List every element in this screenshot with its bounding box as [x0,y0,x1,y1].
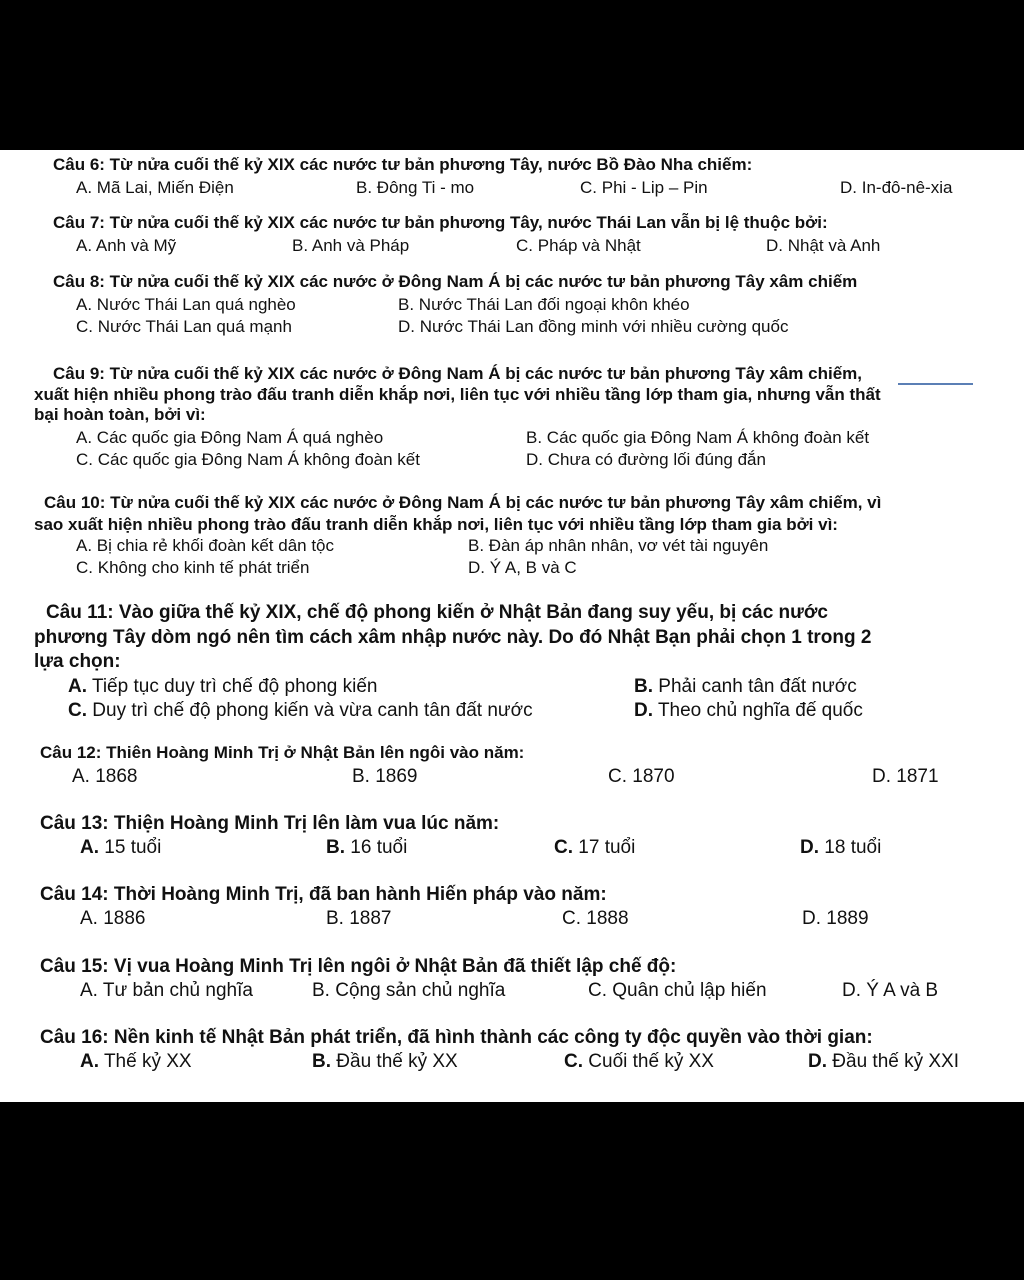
option-a: A. Mã Lai, Miến Điện [76,178,234,197]
option-b: B. 1887 [326,908,392,929]
option-a: A. Bị chia rẻ khối đoàn kết dân tộc [76,536,334,555]
option-c: C. Nước Thái Lan quá mạnh [76,317,292,336]
option-c: C. Cuối thế kỷ XX [564,1051,714,1072]
option-a: A. Thế kỷ XX [80,1051,192,1072]
option-a: A. Anh và Mỹ [76,236,177,255]
option-b: B. 16 tuổi [326,837,408,858]
option-d: D. In-đô-nê-xia [840,178,953,197]
option-b: B. Đàn áp nhân nhân, vơ vét tài nguyên [468,536,769,555]
option-b: B. Cộng sản chủ nghĩa [312,980,506,1001]
document-page [0,150,1024,1102]
option-b: B. 1869 [352,766,418,787]
option-c: C. Quân chủ lập hiến [588,980,767,1001]
option-b: B. Đầu thế kỷ XX [312,1051,458,1072]
option-a: A. Tư bản chủ nghĩa [80,980,253,1001]
option-d: D. Ý A và B [842,980,939,1001]
option-a: A. 1868 [72,766,138,787]
option-c: C. Phi - Lip – Pin [580,178,708,197]
option-a: A. 1886 [80,908,146,929]
option-d: D. Đầu thế kỷ XXI [808,1051,960,1072]
option-d: D. 1889 [802,908,869,929]
spellcheck-underline [898,383,973,385]
option-c: C. Duy trì chế độ phong kiến và vừa canh tân đất nước [68,700,533,721]
option-d: D. Nước Thái Lan đồng minh với nhiều cường quốc [398,317,789,336]
question-text: Câu 12: Thiên Hoàng Minh Trị ở Nhật Bản lên ngôi vào năm: [40,743,525,762]
question-text-line-3: bại hoàn toàn, bởi vì: [34,405,206,424]
option-c: C. 1870 [608,766,675,787]
option-c: C. Pháp và Nhật [516,236,641,255]
question-text: Câu 13: Thiện Hoàng Minh Trị lên làm vua lúc năm: [40,813,500,834]
option-a: A. Nước Thái Lan quá nghèo [76,295,296,314]
question-text: Câu 7: Từ nửa cuối thế kỷ XIX các nước tư bản phương Tây, nước Thái Lan vẫn bị lệ thuộc bởi: [53,213,828,232]
question-text-line-1: Câu 9: Từ nửa cuối thế kỷ XIX các nước ở Đông Nam Á bị các nước tư bản phương Tây xâm chiếm, [53,364,862,383]
question-text-line-2: sao xuất hiện nhiều phong trào đấu tranh diễn khắp nơi, liên tục với nhiều tầng lớp tham gia bởi vì: [34,515,838,534]
option-a: A. 15 tuổi [80,837,162,858]
option-b: B. Anh và Pháp [292,236,410,255]
option-c: C. 1888 [562,908,629,929]
option-b: B. Các quốc gia Đông Nam Á không đoàn kết [526,428,870,447]
option-a: A. Các quốc gia Đông Nam Á quá nghèo [76,428,384,447]
option-d: D. Nhật và Anh [766,236,881,255]
option-d: D. Ý A, B và C [468,558,577,577]
option-b: B. Đông Ti - mo [356,178,475,197]
option-c: C. Các quốc gia Đông Nam Á không đoàn kết [76,450,420,469]
option-d: D. Theo chủ nghĩa đế quốc [634,700,863,721]
question-text-line-1: Câu 11: Vào giữa thế kỷ XIX, chế độ phong kiến ở Nhật Bản đang suy yếu, bị các nước [46,602,828,623]
question-text-line-2: phương Tây dòm ngó nên tìm cách xâm nhập nước này. Do đó Nhật Bạn phải chọn 1 trong 2 [34,627,872,648]
option-c: C. Không cho kinh tế phát triển [76,558,310,577]
option-b: B. Nước Thái Lan đối ngoại khôn khéo [398,295,690,314]
question-text-line-3: lựa chọn: [34,651,121,672]
question-text: Câu 6: Từ nửa cuối thế kỷ XIX các nước tư bản phương Tây, nước Bồ Đào Nha chiếm: [53,155,753,174]
option-d: D. 18 tuổi [800,837,882,858]
question-text: Câu 15: Vị vua Hoàng Minh Trị lên ngôi ở Nhật Bản đã thiết lập chế độ: [40,956,677,977]
option-d: D. 1871 [872,766,939,787]
question-text-line-2: xuất hiện nhiều phong trào đấu tranh diễn khắp nơi, liên tục với nhiều tầng lớp tham gia, nhưng vẫn thất [34,385,881,404]
option-d: D. Chưa có đường lối đúng đắn [526,450,766,469]
question-text-line-1: Câu 10: Từ nửa cuối thế kỷ XIX các nước ở Đông Nam Á bị các nước tư bản phương Tây xâm chiếm, vì [44,493,882,512]
question-text: Câu 16: Nền kinh tế Nhật Bản phát triển, đã hình thành các công ty độc quyền vào thời gian: [40,1027,873,1048]
question-text: Câu 14: Thời Hoàng Minh Trị, đã ban hành Hiến pháp vào năm: [40,884,607,905]
option-b: B. Phải canh tân đất nước [634,676,857,697]
option-c: C. 17 tuổi [554,837,636,858]
option-a: A. Tiếp tục duy trì chế độ phong kiến [68,676,378,697]
question-text: Câu 8: Từ nửa cuối thế kỷ XIX các nước ở Đông Nam Á bị các nước tư bản phương Tây xâm chiếm [53,272,858,291]
